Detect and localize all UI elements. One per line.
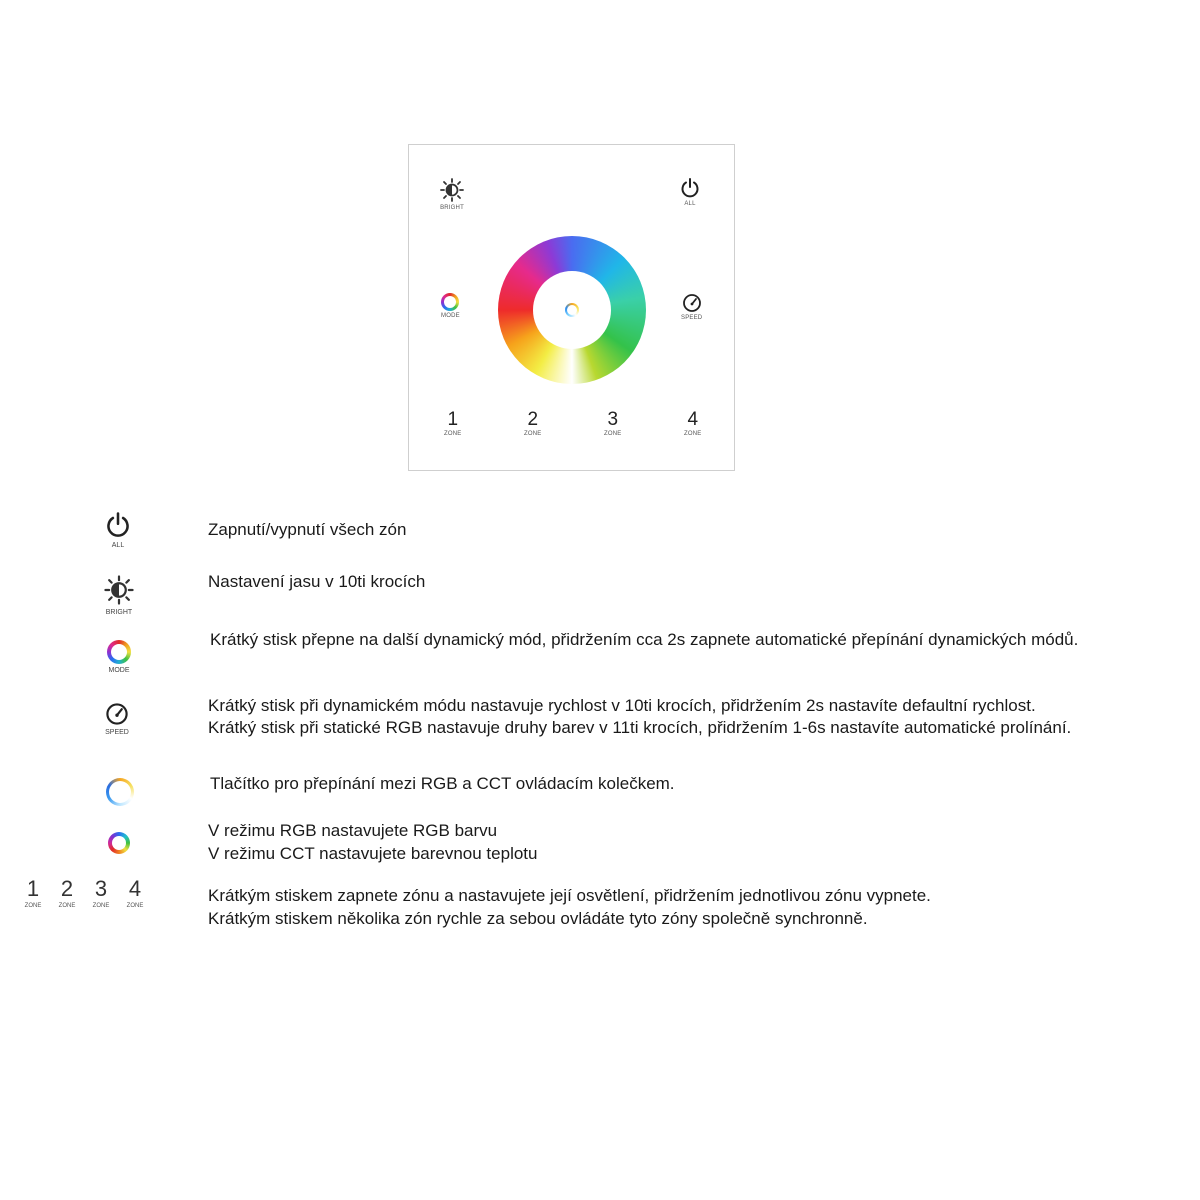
speedometer-icon — [105, 702, 129, 726]
bright-button[interactable] — [439, 177, 465, 211]
brightness-icon — [103, 574, 135, 606]
all-label: ALL — [684, 201, 696, 207]
rgb-cct-switch-button[interactable] — [533, 271, 611, 349]
zone-label: ZONE — [126, 903, 144, 909]
cct-ring-icon — [565, 303, 579, 317]
mode-label: MODE — [108, 667, 130, 674]
zone-number: 3 — [94, 876, 108, 901]
bright-label: BRIGHT — [105, 609, 133, 616]
zone-label: ZONE — [444, 431, 462, 437]
zone-number: 1 — [447, 409, 459, 430]
legend-power-icon-group — [104, 511, 132, 549]
color-wheel[interactable] — [498, 236, 646, 384]
zone-label: ZONE — [92, 903, 110, 909]
color-wheel-icon — [108, 832, 130, 854]
zone-number: 3 — [607, 409, 619, 430]
zone-3-icon — [88, 878, 114, 909]
power-icon — [104, 511, 132, 539]
zone-label: ZONE — [684, 431, 702, 437]
zone-number: 1 — [26, 876, 40, 901]
legend-switch-text: Tlačítko pro přepínání mezi RGB a CCT ovládacím kolečkem. — [210, 774, 675, 793]
zone-number: 2 — [60, 876, 74, 901]
legend-wheel-text-1: V režimu RGB nastavujete RGB barvu — [208, 821, 498, 840]
power-icon — [679, 177, 701, 199]
mode-label: MODE — [441, 313, 460, 319]
brightness-icon — [439, 177, 465, 203]
zone-label: ZONE — [24, 903, 42, 909]
legend-all-text: Zapnutí/vypnutí všech zón — [208, 520, 407, 539]
bright-label: BRIGHT — [440, 205, 464, 211]
legend-mode-icon-group — [107, 640, 131, 674]
zone-2-icon — [54, 878, 80, 909]
zone-1-button[interactable] — [444, 410, 461, 437]
control-panel — [408, 144, 735, 471]
zone-4-button[interactable] — [684, 410, 701, 437]
zone-4-icon — [122, 878, 148, 909]
zone-1-icon — [20, 878, 46, 909]
power-all-button[interactable] — [679, 177, 701, 207]
mode-icon — [107, 640, 131, 664]
legend-mode-text: Krátký stisk přepne na další dynamický mód, přidržením cca 2s zapnete automatické přepínání dynamických módů. — [210, 630, 1079, 649]
zone-label: ZONE — [58, 903, 76, 909]
speed-label: SPEED — [105, 729, 129, 736]
legend-speed-text-2: Krátký stisk při statické RGB nastavuje druhy barev v 11ti krocích, přidržením 1-6s nastavíte automatické prolínání. — [208, 718, 1072, 737]
speedometer-icon — [682, 293, 702, 313]
speed-label: SPEED — [681, 315, 703, 321]
zone-label: ZONE — [604, 431, 622, 437]
legend-bright-icon-group — [103, 574, 135, 616]
legend-zones-text-2: Krátkým stiskem několika zón rychle za sebou ovládáte tyto zóny společně synchronně. — [208, 909, 868, 928]
zone-2-button[interactable] — [524, 410, 541, 437]
mode-icon — [441, 293, 459, 311]
cct-ring-icon — [106, 778, 134, 806]
speed-button[interactable] — [681, 293, 702, 321]
legend-switch-icon-group — [106, 778, 134, 806]
legend-zones-group — [20, 878, 148, 909]
zone-number: 4 — [128, 876, 142, 901]
zone-3-button[interactable] — [604, 410, 621, 437]
all-label: ALL — [111, 542, 125, 549]
mode-button[interactable] — [441, 293, 460, 319]
legend-zones-text-1: Krátkým stiskem zapnete zónu a nastavujete její osvětlení, přidržením jednotlivou zónu vypnete. — [208, 886, 931, 905]
legend-bright-text: Nastavení jasu v 10ti krocích — [208, 572, 426, 591]
zone-number: 2 — [527, 409, 539, 430]
legend-speed-icon-group — [105, 702, 129, 736]
zone-label: ZONE — [524, 431, 542, 437]
legend-wheel-text-2: V režimu CCT nastavujete barevnou teplotu — [208, 844, 538, 863]
legend-speed-text-1: Krátký stisk při dynamickém módu nastavuje rychlost v 10ti krocích, přidržením 2s nastavíte defaultní rychlost. — [208, 696, 1036, 715]
legend-wheel-icon-group — [108, 832, 130, 854]
zone-number: 4 — [687, 409, 699, 430]
